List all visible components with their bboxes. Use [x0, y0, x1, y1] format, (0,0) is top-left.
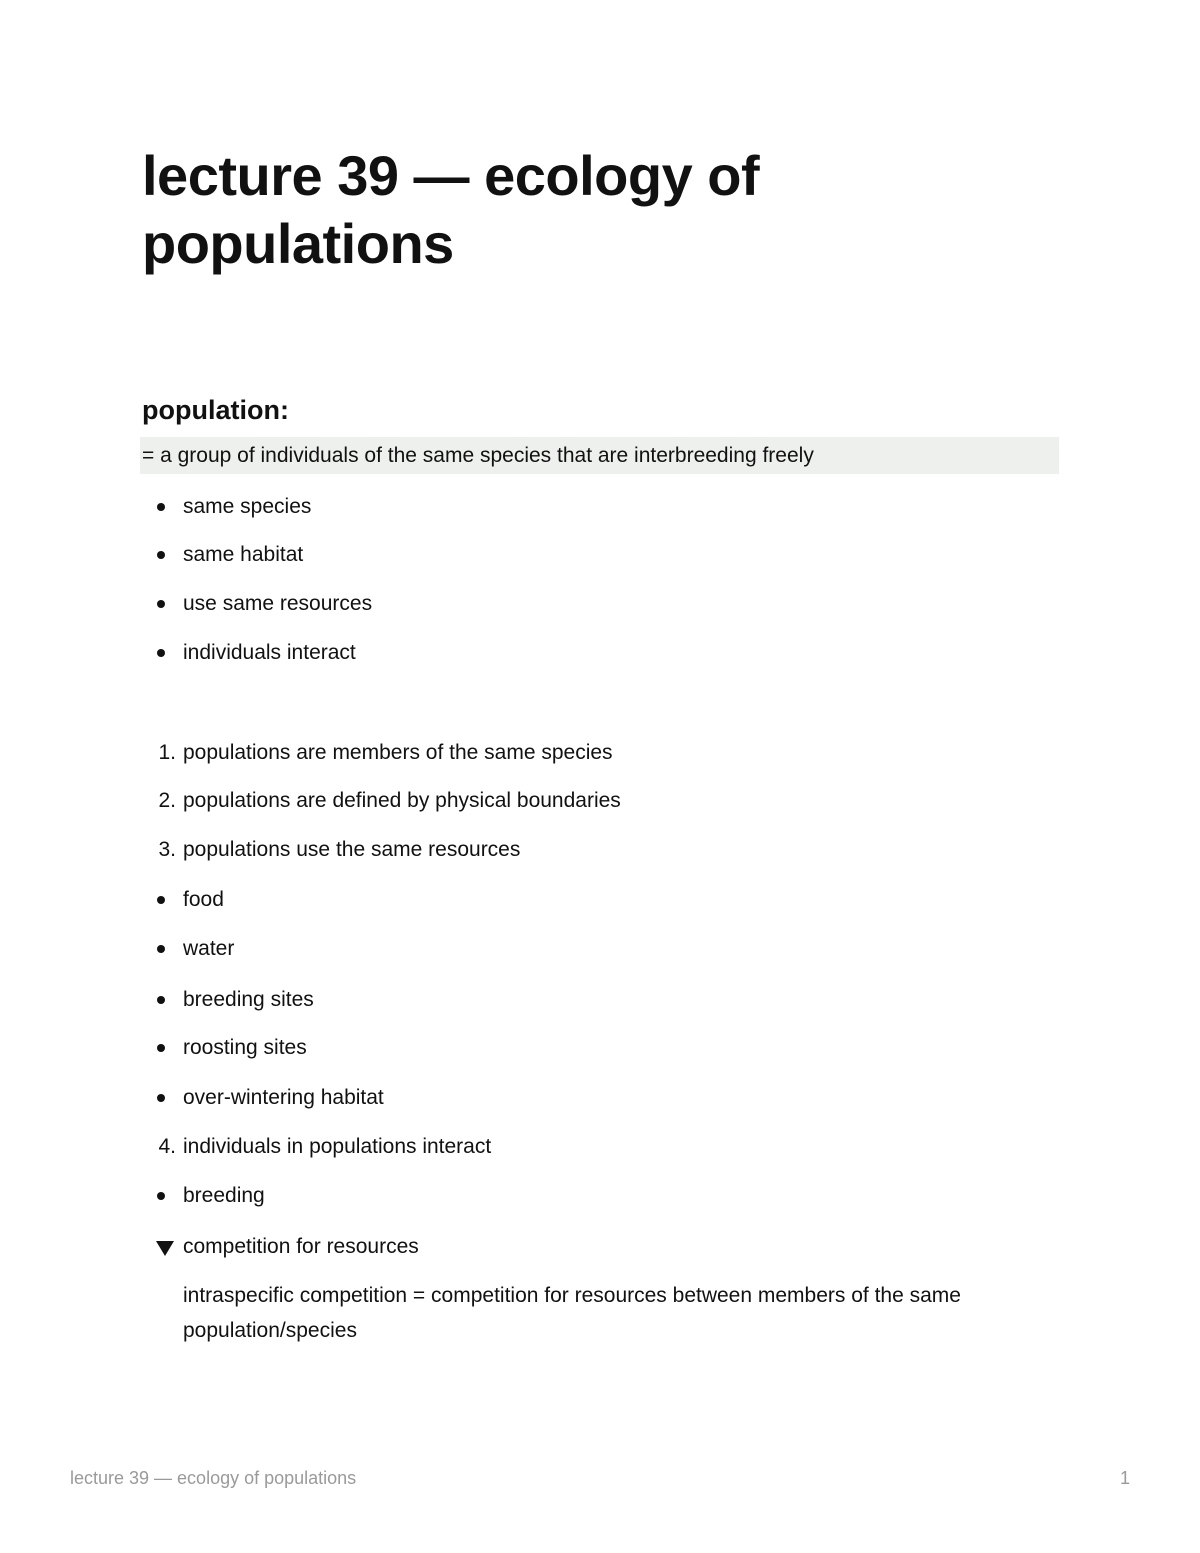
list-item: [0, 589, 1200, 619]
list-item-text: water: [183, 937, 235, 960]
bullet-icon: [157, 551, 165, 559]
list-item-text: roosting sites: [183, 1036, 307, 1059]
list-item: [0, 1033, 1200, 1063]
list-number: 1.: [158, 741, 176, 764]
list-item: [0, 540, 1200, 570]
definition-callout: = a group of individuals of the same species that are interbreeding freely: [140, 437, 1059, 474]
list-item: [0, 638, 1200, 668]
toggle-triangle-icon[interactable]: [156, 1241, 174, 1256]
list-item-text: populations are defined by physical boundaries: [183, 789, 621, 812]
bullet-icon: [157, 649, 165, 657]
list-number: 4.: [158, 1135, 176, 1158]
list-item-text: same species: [183, 495, 312, 518]
list-item-text: individuals interact: [183, 641, 356, 664]
list-item-text: populations use the same resources: [183, 838, 521, 861]
list-item-text: populations are members of the same species: [183, 741, 613, 764]
list-item-text: over-wintering habitat: [183, 1086, 384, 1109]
bullet-icon: [157, 600, 165, 608]
bullet-icon: [157, 1192, 165, 1200]
list-number: 3.: [158, 838, 176, 861]
bullet-icon: [157, 945, 165, 953]
bullet-icon: [157, 1044, 165, 1052]
list-number: 2.: [158, 789, 176, 812]
bullet-icon: [157, 1094, 165, 1102]
list-item: [0, 885, 1200, 915]
section-heading-population: population:: [142, 395, 289, 425]
list-item: [0, 492, 1200, 522]
list-item-text: food: [183, 888, 224, 911]
numbered-item-3: [0, 835, 1200, 865]
numbered-item-1: [0, 738, 1200, 768]
bullet-icon: [157, 503, 165, 511]
list-item-text: individuals in populations interact: [183, 1135, 492, 1158]
list-item: [0, 1083, 1200, 1113]
list-item: [0, 934, 1200, 964]
list-item-text: same habitat: [183, 543, 304, 566]
bullet-icon: [157, 896, 165, 904]
bullet-icon: [157, 996, 165, 1004]
toggle-body-text: intraspecific competition = competition for resources between members of the same population/species: [183, 1284, 961, 1342]
page-number: 1: [1119, 1468, 1130, 1488]
toggle-label[interactable]: competition for resources: [183, 1235, 419, 1258]
list-item-text: breeding: [183, 1184, 265, 1207]
toggle-competition[interactable]: [0, 1232, 1200, 1262]
page-title: lecture 39 — ecology of populations: [142, 144, 760, 275]
numbered-item-2: [0, 786, 1200, 816]
list-item-text: breeding sites: [183, 988, 314, 1011]
list-item-text: use same resources: [183, 592, 373, 615]
footer-title: lecture 39 — ecology of populations: [70, 1468, 357, 1488]
list-item: [0, 985, 1200, 1015]
numbered-item-4: [0, 1132, 1200, 1162]
list-item: [0, 1181, 1200, 1211]
